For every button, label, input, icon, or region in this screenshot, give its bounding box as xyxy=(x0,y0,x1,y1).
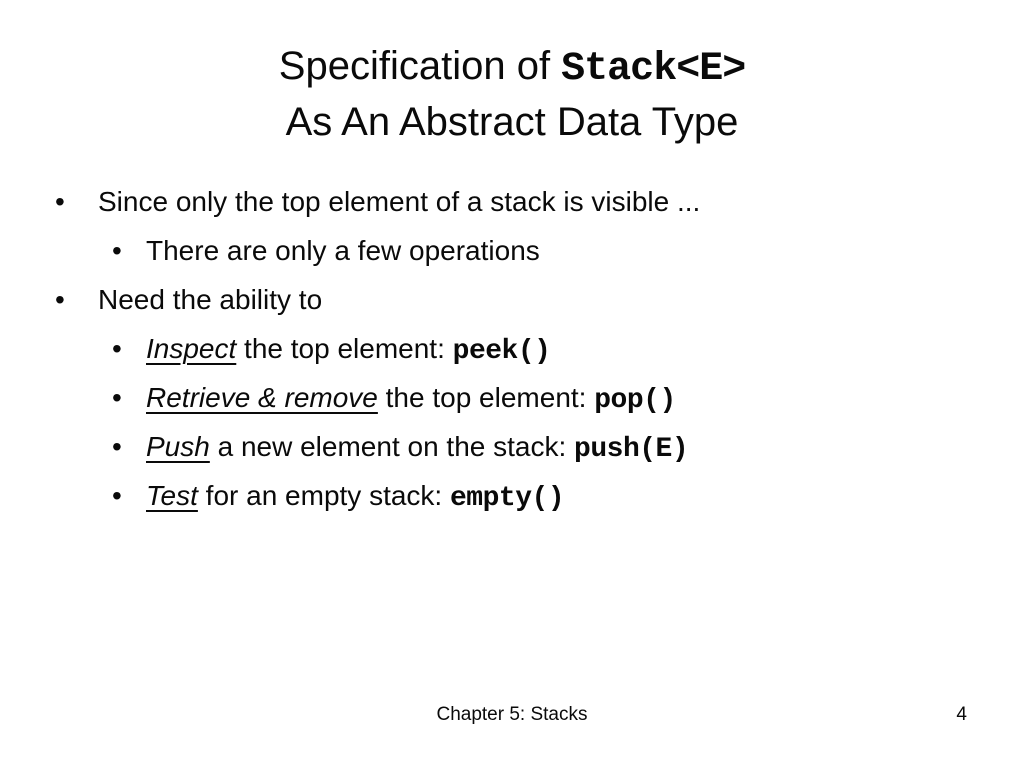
footer xyxy=(0,701,1024,729)
bullet-icon: • xyxy=(112,333,122,364)
bullet-item xyxy=(0,422,980,471)
bullet-icon: • xyxy=(112,382,122,413)
emphasized-text: Push xyxy=(146,431,210,462)
emphasized-text: Retrieve & remove xyxy=(146,382,378,413)
plain-text: Need the ability to xyxy=(98,284,323,315)
bullet-icon: • xyxy=(112,235,122,266)
bullet-item xyxy=(0,471,980,520)
bullet-text xyxy=(146,422,688,474)
footer-title: Chapter 5: Stacks xyxy=(436,704,588,725)
plain-text: a new element on the stack: xyxy=(209,431,575,462)
bullet-text xyxy=(146,226,540,275)
bullet-text xyxy=(98,275,322,324)
title-line-1 xyxy=(0,40,1024,96)
plain-text: Since only the top element of a stack is visible ... xyxy=(98,186,701,217)
code-text: pop() xyxy=(594,385,676,416)
code-text: push(E) xyxy=(574,434,689,465)
bullet-text xyxy=(146,324,550,376)
emphasized-text: Inspect xyxy=(146,333,237,364)
plain-text: the top element: xyxy=(236,333,453,364)
title-line-2: As An Abstract Data Type xyxy=(285,100,739,144)
bullet-icon: • xyxy=(55,186,65,217)
bullet-item xyxy=(0,177,980,226)
bullet-item xyxy=(0,226,980,275)
bullet-text xyxy=(146,373,676,425)
title-code-stack: Stack<E> xyxy=(561,47,746,92)
code-text: peek() xyxy=(452,336,551,367)
bullet-list xyxy=(0,177,980,520)
bullet-item xyxy=(0,373,980,422)
plain-text: the top element: xyxy=(377,382,595,413)
bullet-item xyxy=(0,275,980,324)
plain-text: There are only a few operations xyxy=(146,235,540,266)
bullet-text xyxy=(98,177,700,226)
bullet-icon: • xyxy=(112,431,122,462)
title-text: Specification of xyxy=(278,44,562,88)
bullet-text xyxy=(146,471,564,523)
bullet-item xyxy=(0,324,980,373)
slide-title xyxy=(0,40,1024,148)
page-number: 4 xyxy=(956,704,967,725)
bullet-icon: • xyxy=(55,284,65,315)
plain-text: for an empty stack: xyxy=(197,480,450,511)
bullet-icon: • xyxy=(112,480,122,511)
emphasized-text: Test xyxy=(146,480,198,511)
code-text: empty() xyxy=(450,483,565,514)
